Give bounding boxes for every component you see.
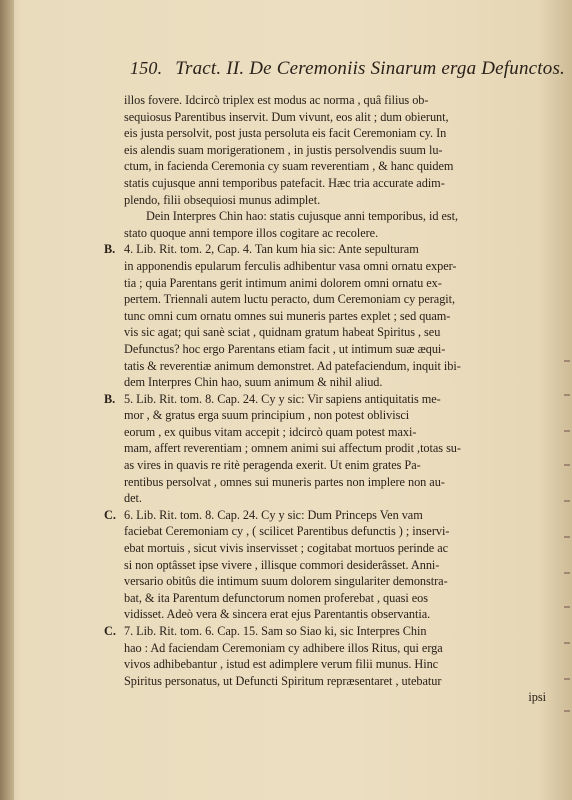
line-text: eis alendis suam morigerationem , in justis persolvendis suum lu- xyxy=(124,142,443,157)
text-line xyxy=(124,374,554,391)
text-line xyxy=(124,606,554,623)
line-text: plendo, filii obsequiosi munus adimplet. xyxy=(124,192,321,207)
running-title: Tract. II. De Ceremoniis Sinarum erga Defunctos. xyxy=(175,58,566,79)
line-text: dem Interpres Chin hao, suum animum & nihil aliud. xyxy=(124,375,383,390)
line-text: rentibus persolvat , omnes sui muneris partes non implere non au- xyxy=(124,474,445,489)
line-text: statis cujusque anni temporibus patefacit. Hæc tria accurate adim- xyxy=(124,175,445,190)
line-text: stato quoque anni tempore illos cogitare ac recolere. xyxy=(124,225,379,240)
text-line xyxy=(124,474,554,491)
binding-gutter xyxy=(0,0,14,800)
margin-letter: C. xyxy=(104,624,116,638)
line-text: si non optâsset ipse vivere , illisque commori desiderâsset. Anni- xyxy=(124,557,440,572)
line-text: tia ; quia Parentans gerit intimum animi dolorem omni ornatu ex- xyxy=(124,275,442,290)
line-text: bat, & ita Parentum defunctorum nomen proferebat , quasi eos xyxy=(124,590,428,605)
margin-letter: B. xyxy=(104,391,116,406)
line-text: det. xyxy=(124,491,142,506)
text-line xyxy=(124,225,554,242)
line-text: 5. Lib. Rit. tom. 8. Cap. 24. Cy y sic: Vir sapiens antiquitatis me- xyxy=(124,391,441,406)
text-line xyxy=(124,440,554,457)
text-line xyxy=(104,623,554,640)
margin-letter: B. xyxy=(104,242,116,257)
line-text: as vires in quavis re ritè peragenda exerit. Ut enim grates Pa- xyxy=(124,458,421,473)
line-text: eis justa persolvit, post justa persoluta eis facit Ceremoniam cy. In xyxy=(124,126,447,141)
line-text: tunc omni cum ornatu omnes sui muneris partes explet ; sed quam- xyxy=(124,308,451,323)
line-text: Defunctus? hoc ergo Parentans etiam facit , ut intimum suæ æqui- xyxy=(124,341,446,356)
page-number: 150. xyxy=(130,58,163,78)
line-text: Dein Interpres Chin hao: statis cujusque anni temporibus, id est, xyxy=(146,209,458,224)
text-line xyxy=(124,490,554,507)
text-line xyxy=(124,523,554,540)
text-line xyxy=(124,275,554,292)
text-line xyxy=(124,656,554,673)
text-line xyxy=(124,158,554,175)
line-text: tatis & reverentiæ animum demonstret. Ad patefaciendum, inquit ibi- xyxy=(124,358,461,373)
line-text: pertem. Triennali autem luctu peracto, dum Ceremoniam cy peragit, xyxy=(124,292,456,307)
text-line xyxy=(124,689,554,706)
line-text: mor , & gratus erga suum principium , non potest oblivisci xyxy=(124,408,410,423)
line-text: mam, affert reverentiam ; omnem animi sui affectum prodit ,totas su- xyxy=(124,441,461,456)
line-text: faciebat Ceremoniam cy , ( scilicet Parentibus defunctis ) ; inservi- xyxy=(124,524,450,539)
text-line xyxy=(124,673,554,690)
next-page-edge xyxy=(560,360,572,720)
text-line xyxy=(124,457,554,474)
line-text: versario obitûs die intimum suum dolorem singulariter demonstra- xyxy=(124,574,448,589)
text-line xyxy=(104,241,554,258)
text-line xyxy=(124,208,554,225)
text-line xyxy=(124,590,554,607)
text-line xyxy=(124,424,554,441)
text-line xyxy=(124,573,554,590)
text-line xyxy=(124,540,554,557)
line-text: 4. Lib. Rit. tom. 2, Cap. 4. Tan kum hia sic: Ante sepulturam xyxy=(124,242,419,257)
text-line xyxy=(124,358,554,375)
line-text: 7. Lib. Rit. tom. 6. Cap. 15. Sam so Siao ki, sic Interpres Chin xyxy=(124,624,427,638)
text-line xyxy=(124,341,554,358)
text-line xyxy=(124,291,554,308)
line-text: eorum , ex quibus vitam accepit ; idcircò quam potest maxi- xyxy=(124,424,417,439)
text-line xyxy=(104,507,554,524)
text-line xyxy=(124,175,554,192)
text-body xyxy=(104,92,554,706)
text-line xyxy=(124,407,554,424)
line-text: vidisset. Adeò vera & sincera erat ejus Parentantis observantia. xyxy=(124,607,431,622)
line-text: Spiritus personatus, ut Defuncti Spiritum repræsentaret , utebatur xyxy=(124,673,442,688)
line-text: vivos adhibebantur , istud est adimplere verum filii munus. Hinc xyxy=(124,657,439,672)
line-text: ipsi xyxy=(528,690,546,705)
text-line xyxy=(104,391,554,408)
line-text: ctum, in facienda Ceremonia cy suam reverentiam , & hanc quidem xyxy=(124,159,454,174)
line-text: 6. Lib. Rit. tom. 8. Cap. 24. Cy y sic: Dum Princeps Ven vam xyxy=(124,507,423,522)
text-line xyxy=(124,109,554,126)
line-text: illos fovere. Idcircò triplex est modus ac norma , quâ filius ob- xyxy=(124,93,429,107)
line-text: in apponendis epularum ferculis adhibentur vasa omni ornatu exper- xyxy=(124,258,457,273)
line-text: sequiosus Parentibus inservit. Dum vivunt, eos alit ; dum obierunt, xyxy=(124,109,449,124)
line-text: ebat mortuis , sicut vivis inservisset ; cogitabat mortuos perinde ac xyxy=(124,541,449,556)
running-header xyxy=(130,58,566,80)
text-line xyxy=(124,640,554,657)
text-line xyxy=(124,324,554,341)
text-line xyxy=(124,125,554,142)
line-text: hao : Ad faciendam Ceremoniam cy adhibere illos Ritus, qui erga xyxy=(124,640,443,655)
line-text: vis sic agat; qui sanè sciat , quidnam gratum habeat Spiritus , seu xyxy=(124,325,441,340)
text-line xyxy=(124,308,554,325)
text-line xyxy=(124,142,554,159)
text-line xyxy=(124,557,554,574)
text-line xyxy=(124,192,554,209)
margin-letter: C. xyxy=(104,507,116,522)
text-line xyxy=(124,92,554,109)
text-line xyxy=(124,258,554,275)
